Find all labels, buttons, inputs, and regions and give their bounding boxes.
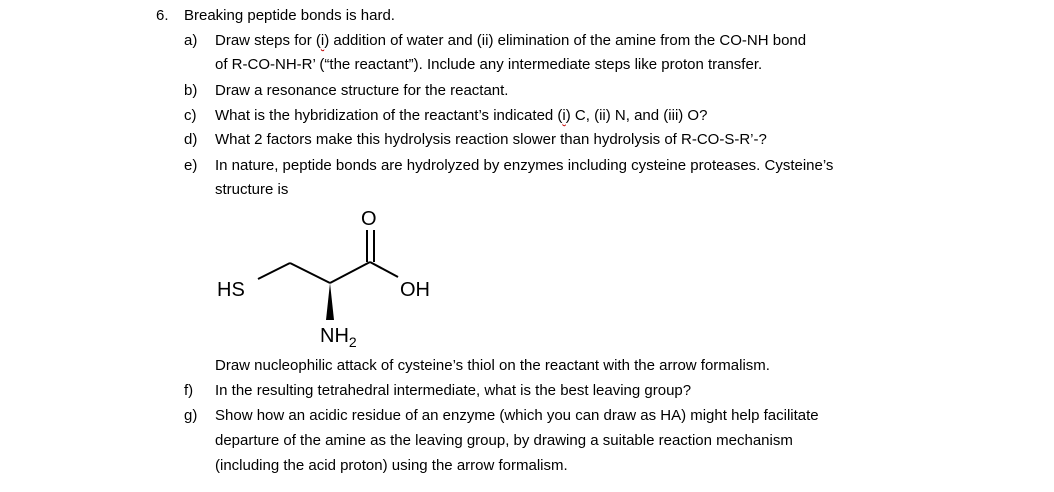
part-g-line-3: (including the acid proton) using the arrow formalism.: [215, 457, 568, 474]
amine-label-main: NH: [320, 325, 349, 347]
part-e-line-2: structure is: [215, 181, 289, 198]
part-a-label: a): [184, 32, 198, 49]
part-e-after-structure: Draw nucleophilic attack of cysteine’s thiol on the reactant with the arrow formalism.: [215, 357, 770, 374]
bond-carbonyl-oh: [370, 262, 398, 277]
thiol-label: HS: [217, 279, 245, 301]
part-a-line-1-post: ) addition of water and (ii) elimination of the amine from the CO-NH bond: [324, 32, 807, 49]
part-g-line-1: Show how an acidic residue of an enzyme (which you can draw as HA) might help facilitate: [215, 407, 819, 424]
amine-label: [320, 325, 357, 350]
amine-subscript: 2: [348, 334, 357, 350]
carbonyl-oxygen-label: O: [361, 208, 377, 230]
bond-ch2-calpha: [290, 263, 330, 283]
part-a-line-2: of R-CO-NH-R’ (“the reactant”). Include any intermediate steps like proton transfer.: [215, 56, 763, 73]
part-d-label: d): [184, 131, 198, 148]
wedge-bond-amine: [326, 283, 334, 320]
spelling-flag: i: [562, 107, 566, 124]
part-g-line-2: departure of the amine as the leaving group, by drawing a suitable reaction mechanism: [215, 432, 793, 449]
part-f-text: In the resulting tetrahedral intermediate, what is the best leaving group?: [215, 382, 692, 399]
part-e-label: e): [184, 157, 198, 174]
part-d-text: What 2 factors make this hydrolysis reaction slower than hydrolysis of R-CO-S-R’-?: [215, 131, 767, 148]
question-number: 6.: [156, 7, 169, 24]
part-c-post: ) C, (ii) N, and (iii) O?: [565, 107, 708, 124]
part-b-label: b): [184, 82, 198, 99]
part-b-text: Draw a resonance structure for the reactant.: [215, 82, 509, 99]
part-e-line-1: In nature, peptide bonds are hydrolyzed by enzymes including cysteine proteases. Cysteine’s: [215, 157, 834, 174]
part-c-label: c): [184, 107, 197, 124]
bond-calpha-ccarbonyl: [330, 262, 370, 283]
bond-s-ch2: [258, 263, 290, 279]
question-title: Breaking peptide bonds is hard.: [184, 7, 395, 24]
part-g-label: g): [184, 407, 198, 424]
part-c-pre: What is the hybridization of the reactant’s indicated (: [215, 107, 563, 124]
part-a-line-1-pre: Draw steps for (: [215, 32, 321, 49]
hydroxyl-label: OH: [400, 279, 430, 301]
spelling-flag: i: [320, 32, 325, 49]
part-f-label: f): [184, 382, 194, 399]
